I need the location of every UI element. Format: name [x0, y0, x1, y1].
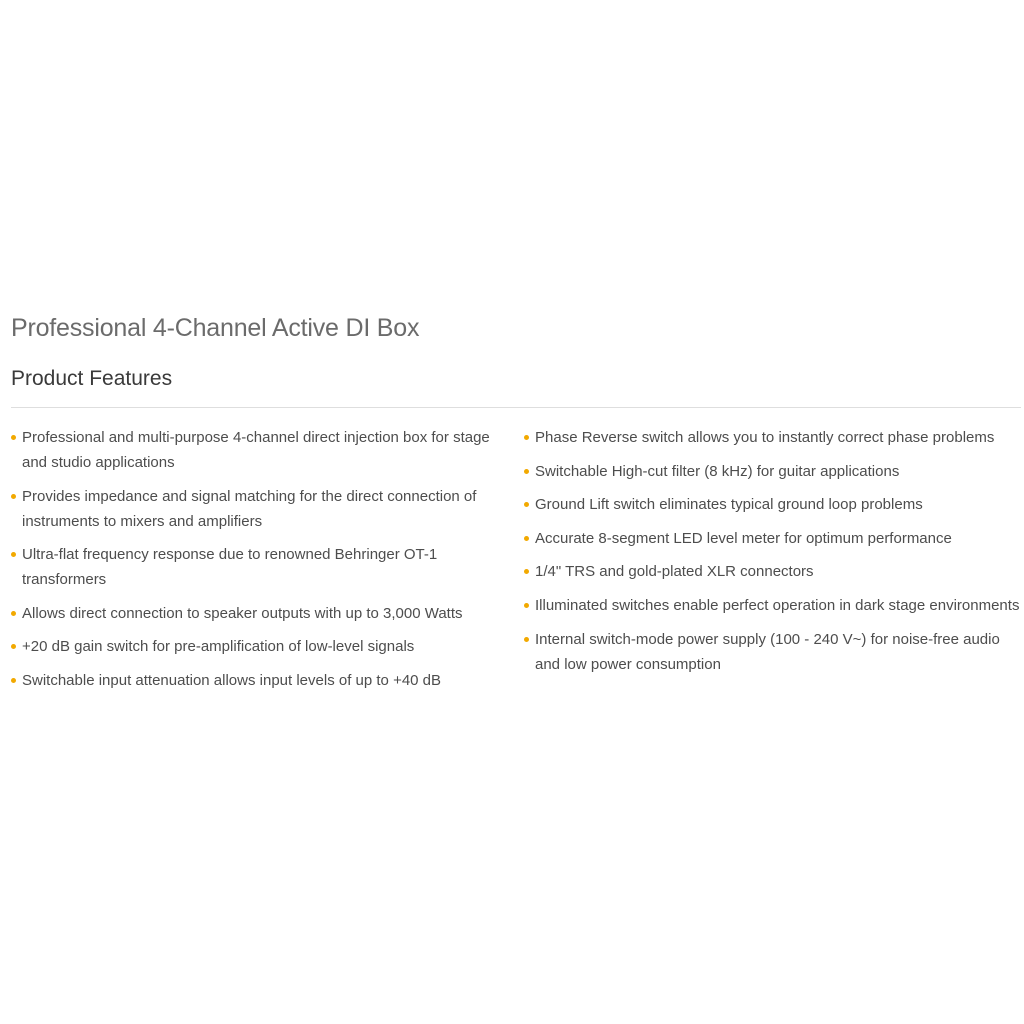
bullet-icon: [11, 552, 16, 557]
feature-item: [523, 425, 1021, 450]
feature-item: [10, 484, 510, 534]
section-title: Product Features: [11, 367, 173, 390]
feature-text: Internal switch-mode power supply (100 - 240 V~) for noise-free audio and low power consumption: [535, 630, 1000, 673]
bullet-icon: [524, 502, 529, 507]
bullet-icon: [11, 435, 16, 440]
feature-text: Accurate 8-segment LED level meter for optimum performance: [535, 529, 952, 547]
feature-text: Switchable input attenuation allows input levels of up to +40 dB: [22, 671, 442, 689]
feature-item: [523, 627, 1021, 677]
bullet-icon: [524, 603, 529, 608]
bullet-icon: [524, 536, 529, 541]
feature-item: [523, 559, 1021, 584]
feature-text: Switchable High-cut filter (8 kHz) for guitar applications: [535, 462, 900, 480]
feature-text: 1/4" TRS and gold-plated XLR connectors: [535, 563, 814, 581]
bullet-icon: [524, 469, 529, 474]
bullet-icon: [11, 644, 16, 649]
features-list-left: [10, 425, 510, 702]
feature-text: +20 dB gain switch for pre-amplification of low-level signals: [22, 638, 415, 656]
feature-item: [10, 601, 510, 626]
feature-text: Professional and multi-purpose 4-channel direct injection box for stage and studio applications: [22, 429, 490, 471]
feature-item: [10, 634, 510, 659]
bullet-icon: [11, 611, 16, 616]
feature-text: Allows direct connection to speaker outputs with up to 3,000 Watts: [22, 604, 463, 622]
bullet-icon: [524, 569, 529, 574]
feature-item: [10, 668, 510, 693]
bullet-icon: [524, 435, 529, 440]
feature-item: [523, 526, 1021, 551]
feature-item: [10, 542, 510, 592]
feature-item: [523, 593, 1021, 618]
feature-text: Ultra-flat frequency response due to renowned Behringer OT-1 transformers: [22, 546, 438, 589]
divider: [11, 407, 1021, 408]
feature-item: [523, 459, 1021, 484]
bullet-icon: [11, 678, 16, 683]
feature-text: Ground Lift switch eliminates typical ground loop problems: [535, 496, 923, 514]
features-list-right: [523, 425, 1021, 685]
feature-item: [523, 492, 1021, 517]
bullet-icon: [11, 494, 16, 499]
feature-text: Provides impedance and signal matching for the direct connection of instruments to mixers and amplifiers: [22, 487, 477, 530]
page-title: Professional 4-Channel Active DI Box: [11, 314, 420, 342]
feature-text: Illuminated switches enable perfect operation in dark stage environments: [535, 596, 1020, 614]
feature-text: Phase Reverse switch allows you to instantly correct phase problems: [535, 429, 995, 446]
bullet-icon: [524, 637, 529, 642]
feature-item: [10, 425, 510, 475]
